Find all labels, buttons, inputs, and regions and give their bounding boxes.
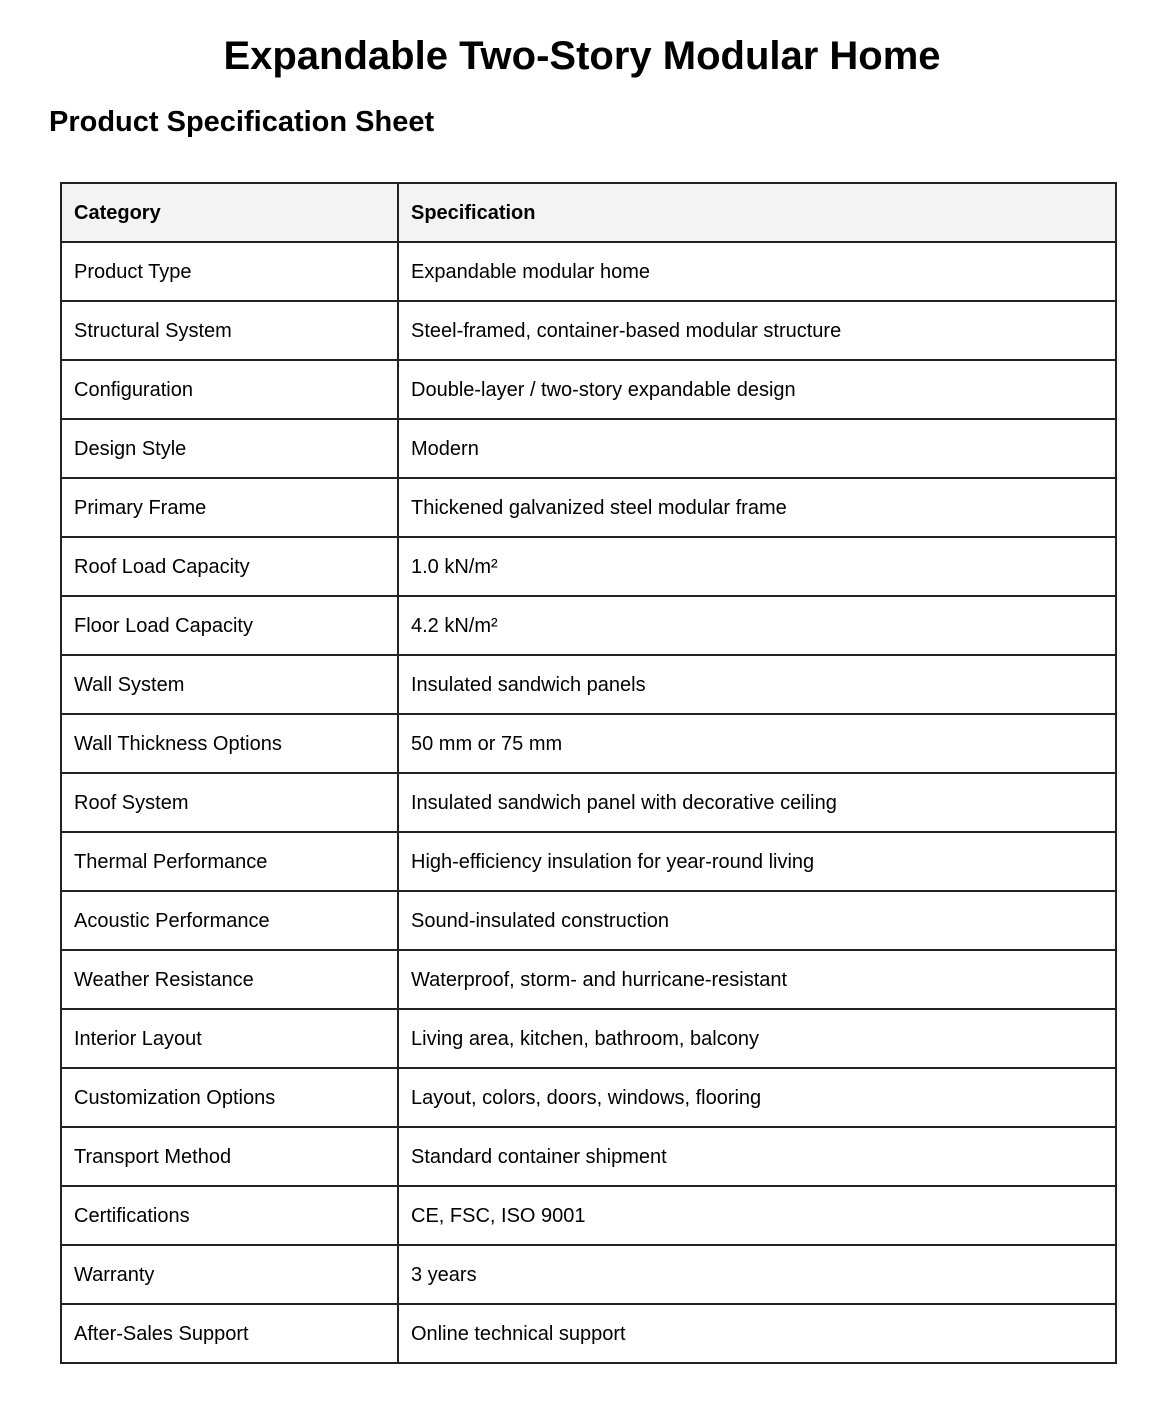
category-cell: Thermal Performance [61, 832, 398, 891]
column-header-category: Category [61, 183, 398, 242]
table-row [61, 360, 1116, 419]
page-title: Expandable Two-Story Modular Home [223, 34, 941, 78]
specification-cell: Modern [398, 419, 1116, 478]
category-cell: Wall System [61, 655, 398, 714]
table-row [61, 242, 1116, 301]
table-row [61, 1304, 1116, 1363]
table-row [61, 655, 1116, 714]
category-cell: After-Sales Support [61, 1304, 398, 1363]
page-subtitle: Product Specification Sheet [49, 106, 435, 138]
table-row [61, 301, 1116, 360]
category-cell: Interior Layout [61, 1009, 398, 1068]
table-row [61, 714, 1116, 773]
table-row [61, 1068, 1116, 1127]
specification-cell: Waterproof, storm- and hurricane-resistant [398, 950, 1116, 1009]
table-row [61, 1009, 1116, 1068]
specification-cell: Steel-framed, container-based modular structure [398, 301, 1116, 360]
table-row [61, 891, 1116, 950]
column-header-specification: Specification [398, 183, 1116, 242]
specification-cell: CE, FSC, ISO 9001 [398, 1186, 1116, 1245]
specification-cell: 4.2 kN/m² [398, 596, 1116, 655]
specification-cell: Sound-insulated construction [398, 891, 1116, 950]
specification-cell: Living area, kitchen, bathroom, balcony [398, 1009, 1116, 1068]
category-cell: Certifications [61, 1186, 398, 1245]
category-cell: Roof Load Capacity [61, 537, 398, 596]
specification-cell: Insulated sandwich panel with decorative ceiling [398, 773, 1116, 832]
specification-cell: 1.0 kN/m² [398, 537, 1116, 596]
category-cell: Design Style [61, 419, 398, 478]
table-row [61, 596, 1116, 655]
table-row [61, 1186, 1116, 1245]
table-row [61, 950, 1116, 1009]
category-cell: Configuration [61, 360, 398, 419]
specification-cell: Expandable modular home [398, 242, 1116, 301]
category-cell: Customization Options [61, 1068, 398, 1127]
specification-cell: Online technical support [398, 1304, 1116, 1363]
table-row [61, 478, 1116, 537]
category-cell: Transport Method [61, 1127, 398, 1186]
table-row [61, 773, 1116, 832]
category-cell: Product Type [61, 242, 398, 301]
specification-cell: Insulated sandwich panels [398, 655, 1116, 714]
specification-cell: 50 mm or 75 mm [398, 714, 1116, 773]
specification-table [60, 182, 1117, 1364]
specification-cell: Thickened galvanized steel modular frame [398, 478, 1116, 537]
category-cell: Weather Resistance [61, 950, 398, 1009]
specification-cell: 3 years [398, 1245, 1116, 1304]
specification-cell: Layout, colors, doors, windows, flooring [398, 1068, 1116, 1127]
category-cell: Structural System [61, 301, 398, 360]
category-cell: Warranty [61, 1245, 398, 1304]
category-cell: Acoustic Performance [61, 891, 398, 950]
specification-cell: Standard container shipment [398, 1127, 1116, 1186]
specification-cell: High-efficiency insulation for year-round living [398, 832, 1116, 891]
table-row [61, 1127, 1116, 1186]
category-cell: Wall Thickness Options [61, 714, 398, 773]
table-row [61, 419, 1116, 478]
specification-cell: Double-layer / two-story expandable design [398, 360, 1116, 419]
table-row [61, 1245, 1116, 1304]
table-header-row [61, 183, 1116, 242]
category-cell: Floor Load Capacity [61, 596, 398, 655]
category-cell: Roof System [61, 773, 398, 832]
table-row [61, 537, 1116, 596]
category-cell: Primary Frame [61, 478, 398, 537]
table-body [61, 242, 1116, 1363]
table-row [61, 832, 1116, 891]
